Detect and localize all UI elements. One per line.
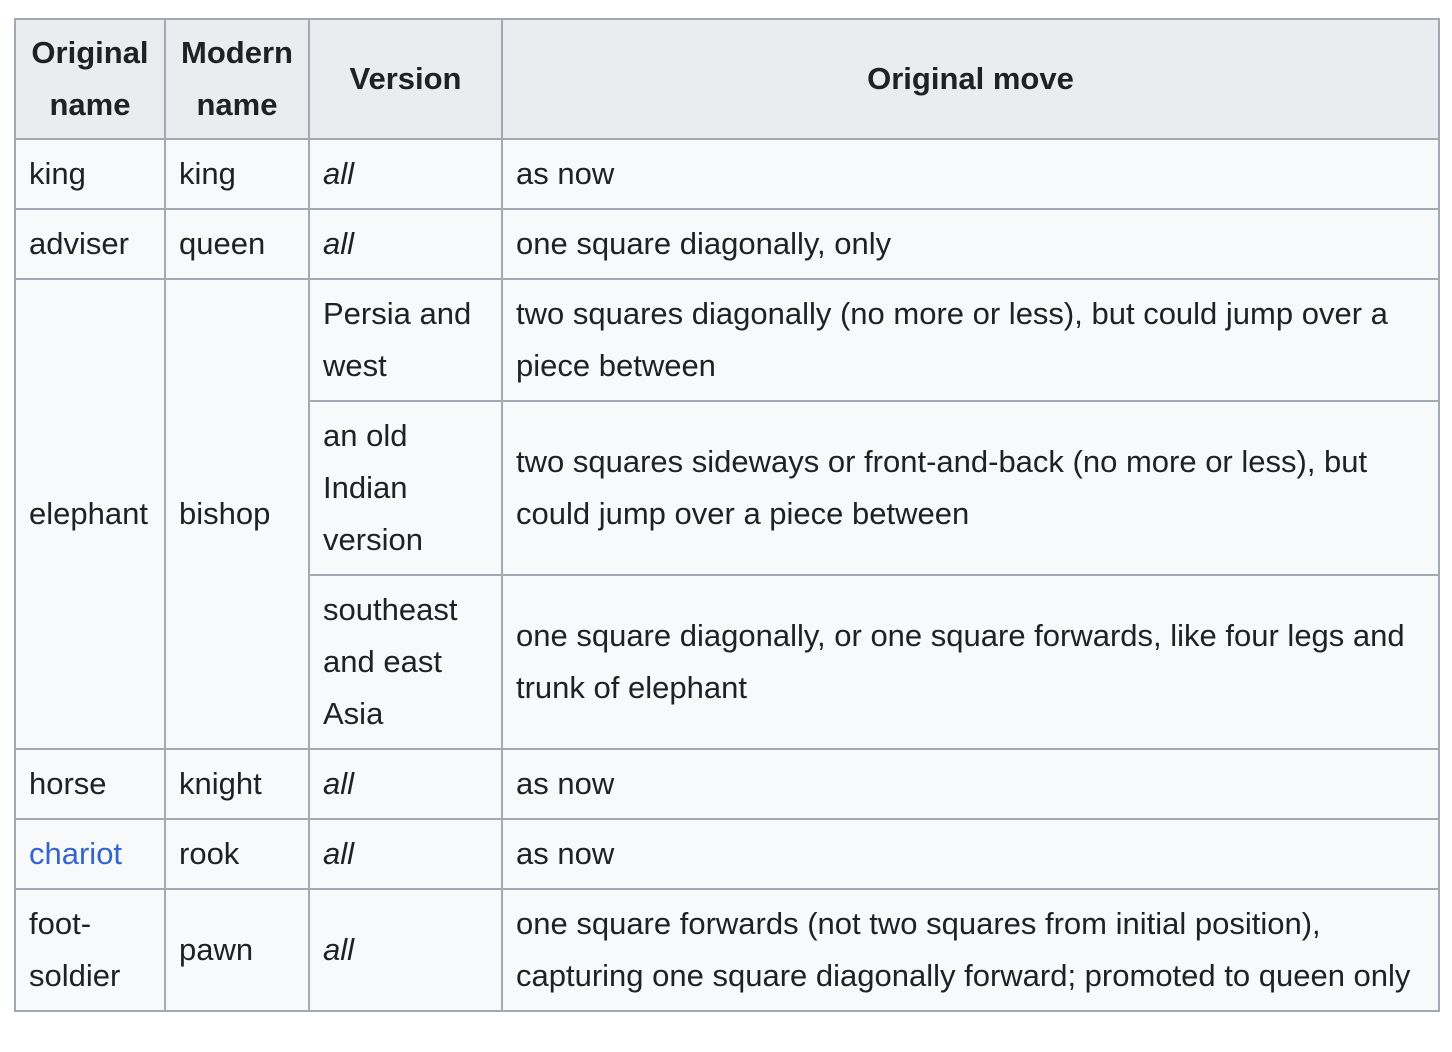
modern-name-cell: pawn bbox=[165, 889, 309, 1011]
header-original-move[interactable]: Original move bbox=[502, 19, 1439, 139]
original-name-cell: adviser bbox=[15, 209, 165, 279]
table-row bbox=[15, 209, 1439, 279]
original-move-cell: as now bbox=[502, 139, 1439, 209]
table-row bbox=[15, 139, 1439, 209]
original-name-cell: king bbox=[15, 139, 165, 209]
original-name-cell bbox=[15, 819, 165, 889]
table-row bbox=[15, 279, 1439, 401]
version-cell: all bbox=[309, 749, 502, 819]
original-name-cell: elephant bbox=[15, 279, 165, 749]
original-move-cell: as now bbox=[502, 819, 1439, 889]
chess-pieces-table bbox=[14, 18, 1440, 1012]
version-cell: all bbox=[309, 209, 502, 279]
version-cell: southeast and east Asia bbox=[309, 575, 502, 749]
original-move-cell: as now bbox=[502, 749, 1439, 819]
version-cell: all bbox=[309, 889, 502, 1011]
version-cell: Persia and west bbox=[309, 279, 502, 401]
modern-name-cell: rook bbox=[165, 819, 309, 889]
original-move-cell: two squares diagonally (no more or less), but could jump over a piece between bbox=[502, 279, 1439, 401]
original-move-cell: one square diagonally, only bbox=[502, 209, 1439, 279]
header-modern-name[interactable]: Modern name bbox=[165, 19, 309, 139]
modern-name-cell: king bbox=[165, 139, 309, 209]
header-original-name[interactable]: Original name bbox=[15, 19, 165, 139]
version-cell: all bbox=[309, 819, 502, 889]
table-row bbox=[15, 749, 1439, 819]
header-row bbox=[15, 19, 1439, 139]
original-move-cell: two squares sideways or front-and-back (no more or less), but could jump over a piece between bbox=[502, 401, 1439, 575]
original-move-cell: one square diagonally, or one square forwards, like four legs and trunk of elephant bbox=[502, 575, 1439, 749]
modern-name-cell: queen bbox=[165, 209, 309, 279]
original-name-cell: horse bbox=[15, 749, 165, 819]
header-version[interactable]: Version bbox=[309, 19, 502, 139]
table-row bbox=[15, 889, 1439, 1011]
version-cell: all bbox=[309, 139, 502, 209]
table-row bbox=[15, 819, 1439, 889]
modern-name-cell: bishop bbox=[165, 279, 309, 749]
modern-name-cell: knight bbox=[165, 749, 309, 819]
original-move-cell: one square forwards (not two squares from initial position), capturing one square diagonally forward; promoted to queen only bbox=[502, 889, 1439, 1011]
version-cell: an old Indian version bbox=[309, 401, 502, 575]
original-name-cell: foot-soldier bbox=[15, 889, 165, 1011]
chariot-link[interactable]: chariot bbox=[29, 836, 123, 871]
